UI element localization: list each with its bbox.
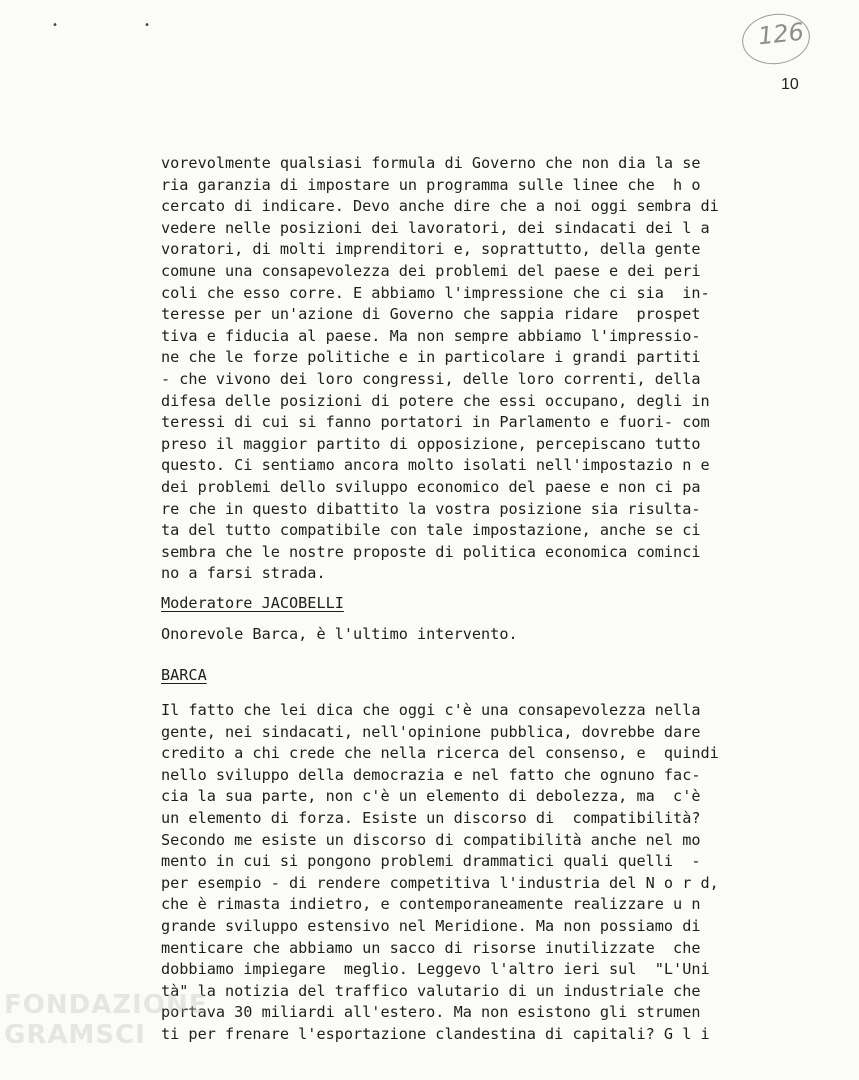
paragraph-1: vorevolmente qualsiasi formula di Governo che non dia la se ria garanzia di impostare un programma sulle linee che h o cercato di indicare. Devo anche dire che a noi oggi sembra di vedere nelle posizioni dei lavoratori, dei sindacati dei l a voratori, di molti imprenditori e, soprattutto, della gente comune una consapevolezza dei problemi del paese e dei peri coli che esso corre. E abbiamo l'impressione che ci sia in- teresse per un'azione di Governo che sappia ridare prospet tiva e fiducia al paese. Ma non sempre abbiamo l'impressio- ne che le forze politiche e in particolare i grandi partiti - che vivono dei loro congressi, delle loro correnti, della difesa delle posizioni di potere che essi occupano, degli in teressi di cui si fanno portatori in Parlamento e fuori- com preso il maggior partito di opposizione, percepiscano tutto questo. Ci sentiamo ancora molto isolati nell'impostazio n e dei problemi dello sviluppo economico del paese e non ci pa re che in questo dibattito la vostra posizione sia risulta- ta del tutto compatibile con tale impostazione, anche se ci sembra che le nostre proposte di politica economica cominci no a farsi strada. [161,154,719,583]
speaker-moderator: Moderatore JACOBELLI [161,594,344,612]
moderator-line: Onorevole Barca, è l'ultimo intervento. [161,625,518,643]
paragraph-2: Il fatto che lei dica che oggi c'è una consapevolezza nella gente, nei sindacati, nell'opinione pubblica, dovrebbe dare credito a chi crede che nella ricerca del consenso, e quindi nello sviluppo della democrazia e nel fatto che ognuno fac- cia la sua parte, non c'è un elemento di debolezza, ma c'è un elemento di forza. Esiste un discorso di compatibilità? Secondo me esiste un discorso di compatibilità anche nel mo mento in cui si pongono problemi drammatici quali quelli - per esempio - di rendere competitiva l'industria del N o r d, che è rimasta indietro, e contemporaneamente realizzare u n grande sviluppo estensivo nel Meridione. Ma non possiamo di menticare che abbiamo un sacco di risorse inutilizzate che dobbiamo impiegare meglio. Leggevo l'altro ieri sul "L'Uni tà" la notizia del traffico valutario di un industriale che portava 30 miliardi all'estero. Ma non esistono gli strumen ti per frenare l'esportazione clandestina di capitali? G l i [161,701,719,1043]
watermark: FONDAZIONE GRAMSCI [4,990,208,1050]
archive-number: 126 [756,17,806,51]
page-number: 10 [781,76,799,93]
scan-specks: • • [52,20,191,31]
speaker-barca: BARCA [161,666,207,684]
